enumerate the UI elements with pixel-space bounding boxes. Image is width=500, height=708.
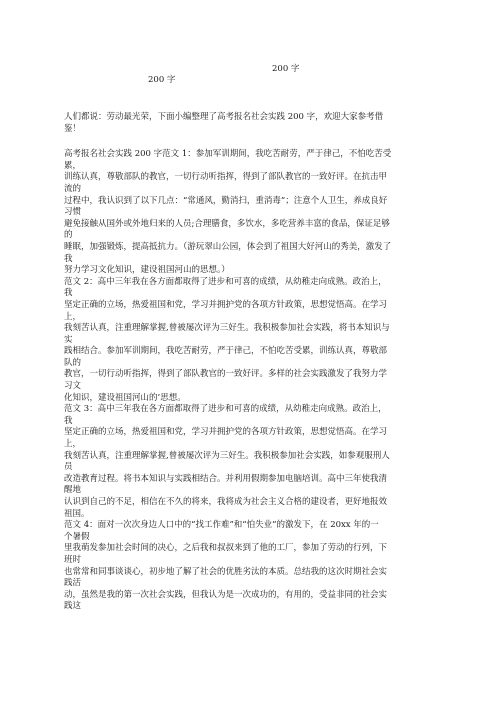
text-line: 里我萌发参加社会时间的决心，之后我和叔叔来到了他的工厂，参加了劳动的行列，下 [64, 543, 388, 554]
text-line: 醒地 [64, 485, 82, 496]
text-line: 践相结合。参加军训期间，我吃苦耐劳，严于律己，不怕吃苦受累，训练认真，尊敬部 [64, 346, 388, 357]
text-line: 班时 [64, 554, 82, 565]
text-line: 祖国。 [64, 508, 90, 519]
text-line: 鉴！ [64, 123, 82, 134]
text-line: 的 [64, 230, 73, 241]
essay-paragraph-2 [64, 277, 432, 405]
text-line: 教官，一切行动听指挥，得到了部队教官的一致好评。多样的社会实践激发了我努力学 [64, 369, 388, 380]
text-line: 化知识，建设祖国河山的’思想。 [64, 392, 186, 403]
text-line: 员 [64, 462, 73, 473]
text-line: 范文 4：面对一次次身边人口中的“找工作难”和“怕失业”的激发下，在 20xx 年的一 [64, 520, 379, 531]
text-line: 习惯 [64, 207, 82, 218]
text-line: 队的 [64, 357, 82, 368]
text-line: 人们都说：劳动最光荣，下面小编整理了高考报名社会实践 200 字，欢迎大家参考借 [64, 112, 384, 122]
text-line: 认识到自己的不足，相信在不久的将来，我将成为社会主义合格的建设者，更好地报效 [64, 497, 388, 507]
text-line: 我刻苦认真，注重理解掌握,曾被屡次评为三好生。我积极参加社会实践，如参观服刑人 [64, 450, 390, 461]
text-line: 训练认真，尊敬部队的教官，一切行动听指挥，得到了部队教官的一致好评。在抗击甲 [64, 172, 388, 183]
text-line: 我 [64, 253, 73, 264]
text-line: 上， [64, 311, 82, 322]
text-line: 过程中，我认识到了以下几点：“常通风，勤消扫，重消毒”；注意个人卫生，养成良好 [64, 195, 388, 206]
text-line: 个暑假 [64, 531, 90, 542]
text-line: 践活 [64, 578, 82, 589]
text-line: 累， [64, 160, 82, 171]
text-line: 上， [64, 439, 82, 450]
text-line: 我 [64, 415, 73, 426]
text-line: 避免接触从国外或外地归来的人员;合理膳食，多饮水，多吃营养丰富的食品，保证足够 [64, 218, 390, 229]
essay-paragraph-4 [64, 520, 432, 613]
text-line: 范文 2：高中三年我在各方面都取得了进步和可喜的成绩，从幼稚走向成熟。政治上， [64, 276, 387, 287]
text-line: 努力学习文化知识，建设祖国河山的思想。） [64, 265, 230, 276]
text-line: 动，虽然是我的第一次社会实践，但我认为是一次成功的，有用的，受益非同的社会实 [64, 589, 388, 600]
essay-paragraph-3 [64, 404, 432, 520]
text-line: 我刻苦认真，注重理解掌握,曾被屡次评为三好生。我积极参加社会实践，将书本知识与 [64, 323, 390, 334]
text-line: 范文 3：高中三年我在各方面都取得了进步和可喜的成绩，从幼稚走向成熟。政治上， [64, 404, 387, 415]
text-line: 流的 [64, 183, 82, 194]
text-line: 高考报名社会实践 200 字范文 1：参加军训期间，我吃苦耐劳，严于律己，不怕吃苦受 [64, 149, 392, 160]
header-line-1: 200 字 [272, 64, 300, 74]
text-line: 坚定正确的立场，热爱祖国和党，学习并拥护党的各项方针政策，思想觉悟高。在学习 [64, 427, 388, 438]
essay-paragraph-1 [64, 149, 432, 277]
text-line: 睡眠，加强锻炼，提高抵抗力。（游玩翠山公园，体会到了祖国大好河山的秀美，激发了 [64, 241, 392, 252]
text-line: 践这 [64, 601, 82, 612]
header-line-2: 200 字 [148, 75, 176, 85]
text-line: 改造教育过程。将书本知识与实践相结合。并利用假期参加电脑培训。高中三年使我清 [64, 473, 388, 484]
document-body [64, 112, 432, 613]
text-line: 坚定正确的立场，热爱祖国和党，学习并拥护党的各项方针政策，思想觉悟高。在学习 [64, 299, 388, 310]
text-line: 实 [64, 334, 73, 345]
text-line: 也常常和同事谈谈心，初步地了解了社会的优胜劣汰的本质。总结我的这次时期社会实 [64, 566, 388, 577]
text-line: 习文 [64, 381, 82, 392]
intro-paragraph [64, 112, 432, 135]
text-line: 我 [64, 288, 73, 299]
